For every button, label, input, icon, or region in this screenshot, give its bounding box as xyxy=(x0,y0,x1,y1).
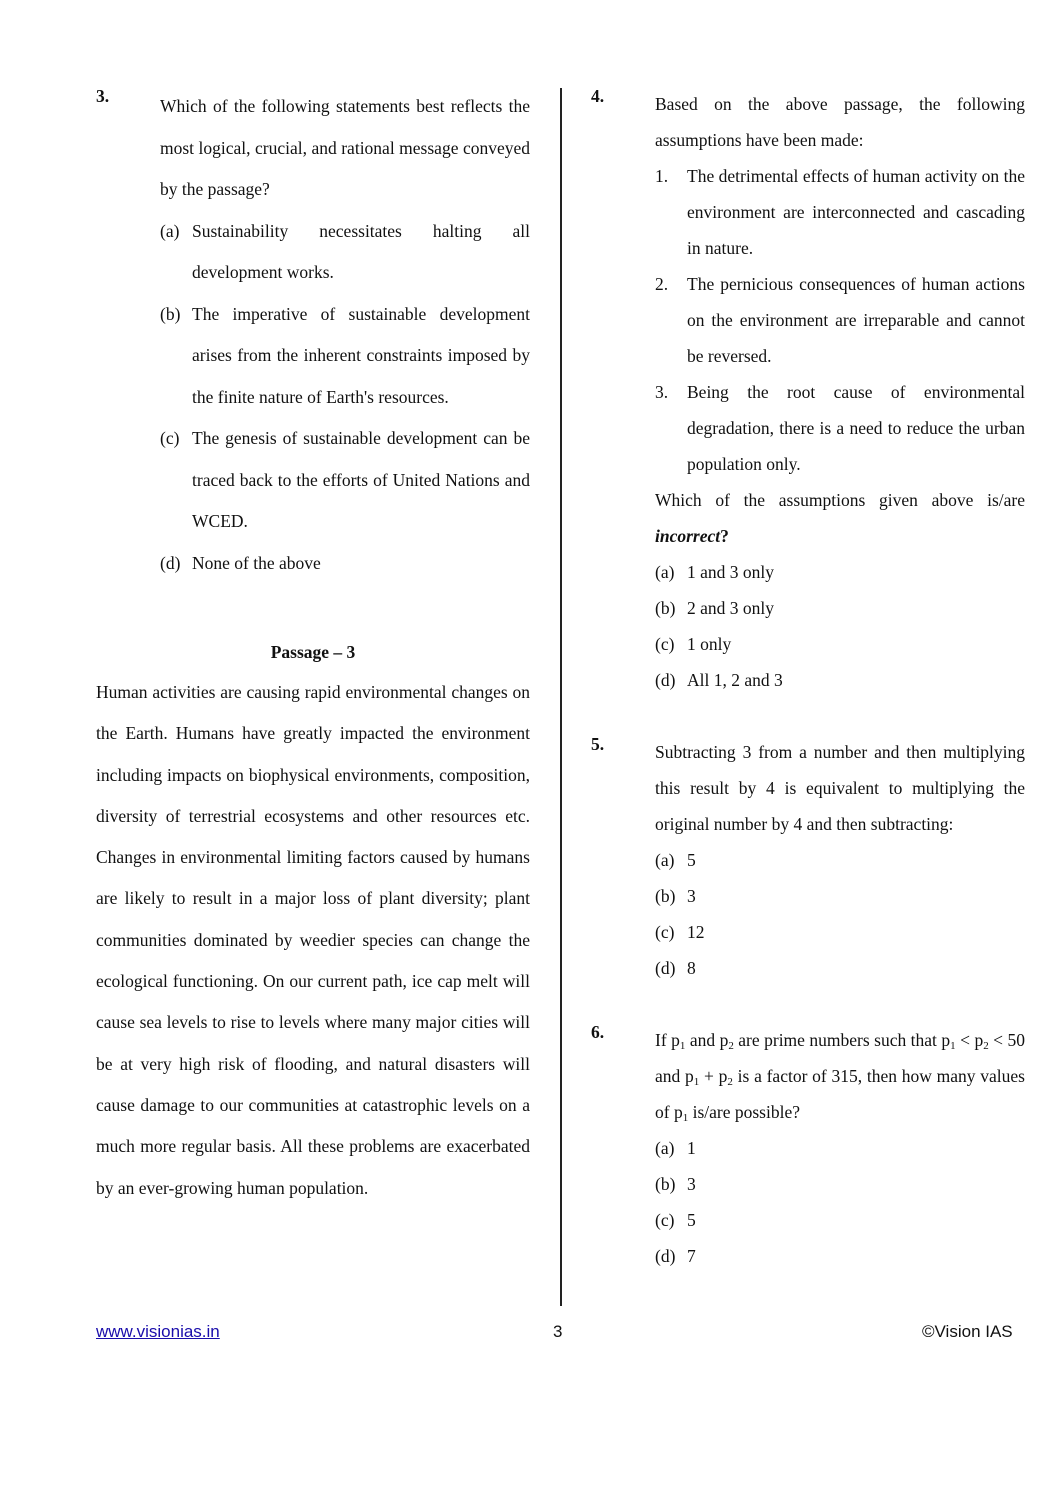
option-a xyxy=(655,554,1025,590)
question-number: 4. xyxy=(591,86,605,106)
question-body xyxy=(655,734,1025,986)
question-5 xyxy=(591,734,1025,986)
question-prompt-emphasis: incorrect xyxy=(655,526,721,546)
question-body xyxy=(160,86,530,584)
option-a xyxy=(655,1130,1025,1166)
question-prompt-text: Which of the assumptions given above is/are xyxy=(655,490,1025,510)
option-label: (c) xyxy=(160,428,180,448)
option-a xyxy=(160,211,530,294)
option-text: 1 and 3 only xyxy=(687,562,775,582)
statement-1 xyxy=(655,158,1025,266)
question-stem: Based on the above passage, the following assumptions have been made: xyxy=(655,94,1025,150)
option-label: (c) xyxy=(655,1210,675,1230)
option-text: 12 xyxy=(687,922,705,942)
question-prompt-end: ? xyxy=(720,526,729,546)
stem-text: are prime numbers such that p xyxy=(733,1030,951,1050)
question-number: 6. xyxy=(591,1022,605,1042)
option-a xyxy=(655,842,1025,878)
statement-text: The detrimental effects of human activity on the environment are interconnected and cascading in nature. xyxy=(687,166,1025,258)
option-text: 2 and 3 only xyxy=(687,598,775,618)
question-number: 3. xyxy=(96,86,110,106)
option-label: (a) xyxy=(160,220,180,241)
option-d xyxy=(655,1238,1025,1274)
question-number: 5. xyxy=(591,734,605,754)
question-stem xyxy=(655,1022,1025,1130)
subscript: 2 xyxy=(983,1040,989,1052)
option-c xyxy=(655,626,1025,662)
option-label: (d) xyxy=(655,1246,676,1266)
option-label: (d) xyxy=(655,670,676,690)
option-label: (b) xyxy=(655,886,676,906)
question-prompt xyxy=(655,482,1025,554)
option-c xyxy=(655,914,1025,950)
stem-text: < 50 and p xyxy=(655,1030,1026,1086)
option-label: (b) xyxy=(655,598,676,618)
option-text: The imperative of sustainable development arises from the inherent constraints imposed by the finite nature of Earth's resources. xyxy=(192,303,530,407)
option-b xyxy=(160,294,530,419)
statement-2 xyxy=(655,266,1025,374)
option-text: 7 xyxy=(687,1246,696,1266)
subscript: 2 xyxy=(728,1040,734,1052)
option-label: (c) xyxy=(655,634,675,654)
left-column xyxy=(96,86,530,1209)
subscript: 1 xyxy=(679,1040,686,1052)
option-text: 8 xyxy=(687,958,696,978)
option-text: 1 xyxy=(687,1138,696,1158)
stem-text: is/are possible? xyxy=(688,1102,800,1122)
option-text: Sustainability necessitates halting all development works. xyxy=(192,220,530,282)
option-b xyxy=(655,1166,1025,1202)
statement-number: 2. xyxy=(655,274,669,294)
passage-title: Passage – 3 xyxy=(270,642,356,662)
option-label: (a) xyxy=(655,562,675,582)
statement-text: Being the root cause of environmental degradation, there is a need to reduce the urban population only. xyxy=(687,382,1025,474)
option-b xyxy=(655,878,1025,914)
subscript: 1 xyxy=(693,1076,700,1088)
question-body xyxy=(655,86,1025,698)
option-label: (a) xyxy=(655,850,675,870)
question-stem: Which of the following statements best reflects the most logical, crucial, and rational message conveyed by the passage? xyxy=(160,96,530,199)
stem-text: If p xyxy=(655,1030,680,1050)
question-stem: Subtracting 3 from a number and then multiplying this result by 4 is equivalent to multiplying the original number by 4 and then subtracting: xyxy=(655,742,1025,834)
option-text: All 1, 2 and 3 xyxy=(687,670,783,690)
subscript: 1 xyxy=(950,1040,956,1052)
subscript: 1 xyxy=(682,1112,689,1124)
subscript: 2 xyxy=(727,1076,733,1088)
stem-text: + p xyxy=(699,1066,728,1086)
option-text: 5 xyxy=(687,1210,696,1230)
page-number: 3 xyxy=(553,1322,563,1341)
option-d xyxy=(655,950,1025,986)
brand-copyright: ©Vision IAS xyxy=(922,1322,1013,1341)
option-c xyxy=(655,1202,1025,1238)
option-d xyxy=(160,543,530,585)
website-link[interactable]: www.visionias.in xyxy=(96,1322,220,1341)
statement-number: 3. xyxy=(655,382,669,402)
option-label: (b) xyxy=(655,1174,676,1194)
statement-number: 1. xyxy=(655,166,669,186)
passage-text: Human activities are causing rapid environmental changes on the Earth. Humans have greatly impacted the environment including impacts on biophysical environments, composition, diversity of terrestrial ecosystems and other resources etc. Changes in environmental limiting factors caused by humans are likely to result in a major loss of plant diversity; plant communities dominated by weedier species can change the ecological functioning. On our current path, ice cap melt will cause sea levels to rise to levels where many major cities will be at very high risk of flooding, and natural disasters will cause damage to our communities at catastrophic levels on a much more regular basis. All these problems are exacerbated by an ever-growing human population. xyxy=(96,682,530,1198)
option-text: The genesis of sustainable development can be traced back to the efforts of United Nations and WCED. xyxy=(192,428,530,531)
option-label: (b) xyxy=(160,303,181,324)
option-text: 3 xyxy=(687,1174,696,1194)
option-label: (d) xyxy=(655,958,676,978)
option-label: (a) xyxy=(655,1138,675,1158)
question-4 xyxy=(591,86,1025,698)
stem-text: and p xyxy=(685,1030,729,1050)
statement-3 xyxy=(655,374,1025,482)
stem-text: is a factor of 315, then how many values of p xyxy=(655,1066,1025,1122)
option-text: None of the above xyxy=(192,552,321,573)
option-d xyxy=(655,662,1025,698)
option-text: 3 xyxy=(687,886,696,906)
option-label: (c) xyxy=(655,922,675,942)
statement-text: The pernicious consequences of human actions on the environment are irreparable and cannot be reversed. xyxy=(687,274,1025,366)
column-divider xyxy=(560,88,562,1306)
option-label: (d) xyxy=(160,552,181,573)
right-column xyxy=(591,86,1025,1274)
option-text: 1 only xyxy=(687,634,732,654)
option-c xyxy=(160,418,530,543)
option-b xyxy=(655,590,1025,626)
question-3 xyxy=(96,86,530,584)
stem-text: < p xyxy=(955,1030,984,1050)
question-6 xyxy=(591,1022,1025,1274)
question-body xyxy=(655,1022,1025,1274)
option-text: 5 xyxy=(687,850,696,870)
